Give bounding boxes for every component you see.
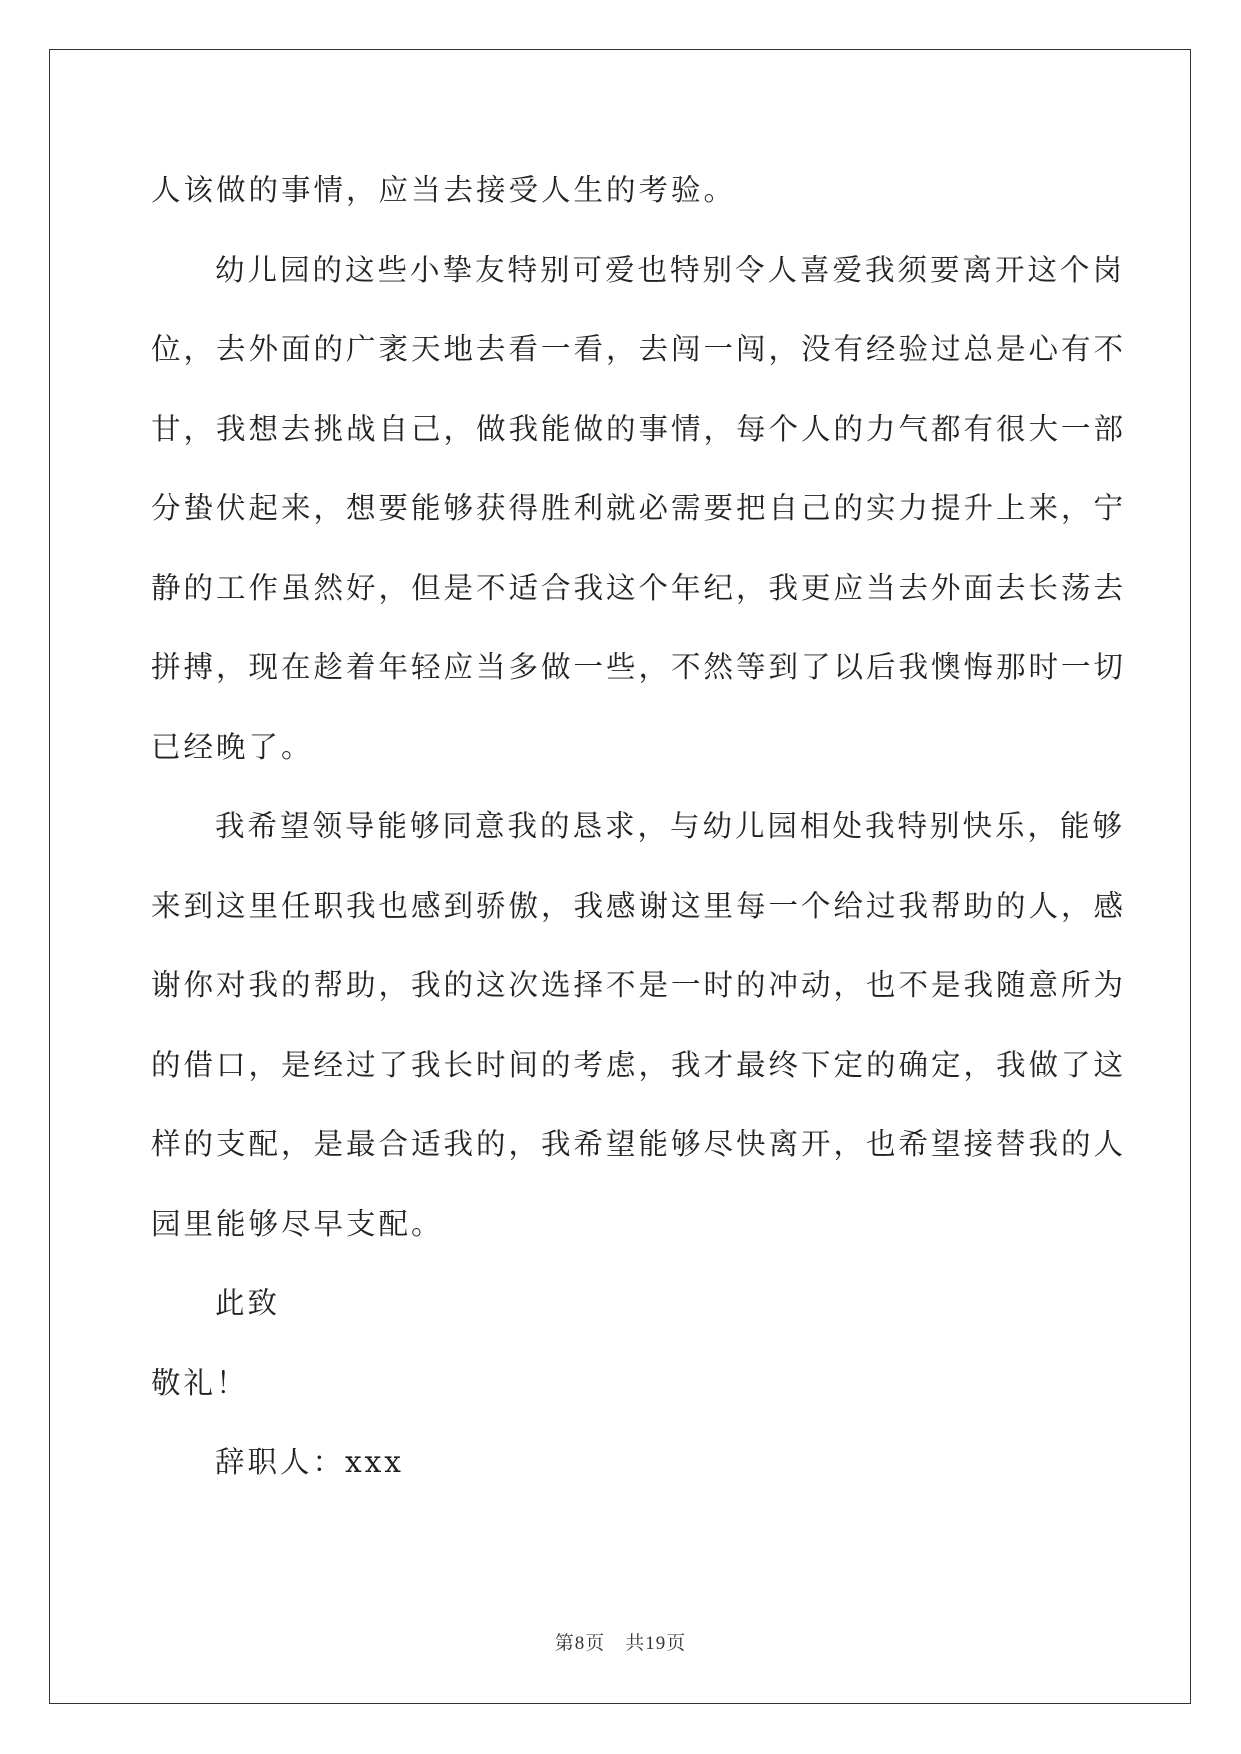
text-line: 的借口，是经过了我长时间的考虑，我才最终下定的确定，我做了这 bbox=[151, 1047, 1127, 1082]
text-line: 样的支配，是最合适我的，我希望能够尽快离开，也希望接替我的人 bbox=[151, 1127, 1127, 1161]
text-line: 来到这里任职我也感到骄傲，我感谢这里每一个给过我帮助的人，感 bbox=[151, 888, 1127, 923]
text-line: 分蛰伏起来，想要能够获得胜利就必需要把自己的实力提升上来，宁 bbox=[151, 491, 1127, 525]
text-line: 拼搏，现在趁着年轻应当多做一些，不然等到了以后我懊悔那时一切 bbox=[151, 650, 1127, 684]
text-line: 已经晚了。 bbox=[151, 729, 314, 764]
text-line: 静的工作虽然好，但是不适合我这个年纪，我更应当去外面去长荡去 bbox=[151, 570, 1127, 605]
paragraph-start: 幼儿园的这些小挚友特别可爱也特别令人喜爱我须要离开这个岗 bbox=[215, 252, 1126, 287]
text-line: 位，去外面的广袤天地去看一看，去闯一闯，没有经验过总是心有不 bbox=[151, 332, 1127, 366]
closing-salutation: 此致 bbox=[215, 1286, 281, 1320]
text-line: 人该做的事情，应当去接受人生的考验。 bbox=[151, 173, 737, 207]
text-line: 谢你对我的帮助，我的这次选择不是一时的冲动，也不是我随意所为 bbox=[151, 968, 1127, 1002]
text-line: 园里能够尽早支配。 bbox=[151, 1206, 444, 1241]
text-line: 甘，我想去挑战自己，做我能做的事情，每个人的力气都有很大一部 bbox=[151, 411, 1127, 446]
signature-line: 辞职人：xxx bbox=[215, 1445, 404, 1479]
page-number-footer: 第8页 共19页 bbox=[554, 1633, 687, 1654]
document-body bbox=[151, 170, 1127, 1522]
closing-regards: 敬礼！ bbox=[151, 1365, 249, 1400]
paragraph-start: 我希望领导能够同意我的恳求，与幼儿园相处我特别快乐，能够 bbox=[215, 809, 1126, 843]
